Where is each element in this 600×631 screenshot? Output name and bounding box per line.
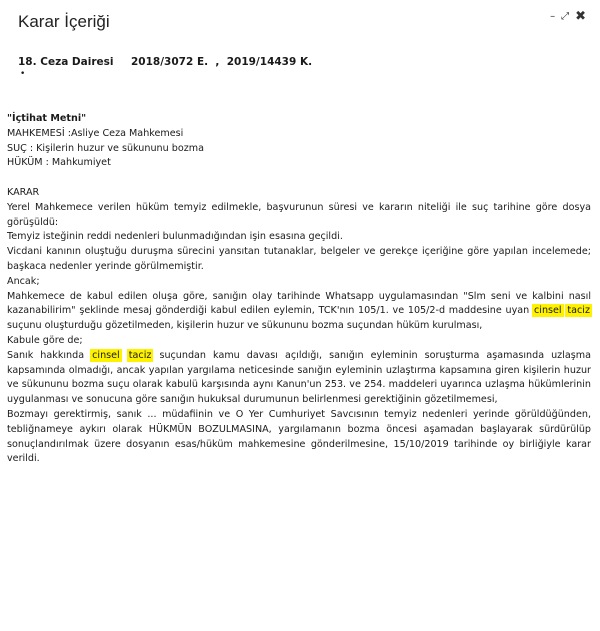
window-header [0,0,600,48]
decision-content [7,112,591,467]
paragraph-text: suçundan kamu davası açıldığı, sanığın eyleminin soruşturma aşamasında uzlaşma kapsamında olmadığı, ancak yapılan yargılama neticesinde sanığın eyleminin uzlaştırma kapsamına giren kişilerin huzur ve sükununu bozma suçu olarak kabulü karşısında aynı Kanun'un 253. ve 254. maddeleri uyarınca uzlaşma hükümlerinin uygulanması ve sonucuna göre sanığın hukuksal durumunun belirlenmesi gerektiğinin gözetilmemesi, [7,349,591,406]
restore-icon[interactable]: ⤢ [561,11,570,22]
document-heading: "İçtihat Metni" [7,113,87,124]
paragraph-with-highlight [7,349,591,408]
paragraph: Temyiz isteğinin reddi nedenleri bulunmadığından işin esasına geçildi. [7,231,343,243]
close-icon[interactable]: ✖ [575,9,586,24]
paragraph: Yerel Mahkemece verilen hüküm temyiz edilmekle, başvurunun süresi ve kararın niteliği ile suç tarihine göre dosya görüşüldü: [7,201,591,228]
case-number: 2018/3072 E. , 2019/14439 K. [131,56,313,68]
paragraph-with-highlight [7,290,591,334]
highlighted-term: cinsel [534,305,562,317]
highlighted-term: taciz [128,349,152,361]
highlighted-term: taciz [567,305,590,317]
paragraph-text: Mahkemece de kabul edilen oluşa göre, sanığın olay tarihinde Whatsapp uygulamasından "Slm seni ve kalbini nasıl kazanabilirim" şeklinde mesaj gönderdiği kabul edilen eylemin, TCK'nın 105/1. ve 105/2-d maddesine uyan [7,290,591,317]
window-controls [550,9,586,24]
paragraph: Ancak; [7,275,40,287]
highlighted-term: cinsel [92,349,120,361]
karar-label: KARAR [7,186,40,198]
offense-line: SUÇ : Kişilerin huzur ve sükununu bozma [7,142,204,154]
minimize-icon[interactable]: – [550,11,556,22]
window-title: Karar İçeriği [18,12,110,31]
court-line: MAHKEMESİ :Asliye Ceza Mahkemesi [7,127,184,139]
paragraph: Kabule göre de; [7,334,83,346]
paragraph-text: suçunu oluşturduğu gözetilmeden, kişilerin huzur ve sükununu bozma suçundan hüküm kurulması, [7,320,483,332]
paragraph: Vicdani kanının oluştuğu duruşma sürecini yansıtan tutanaklar, belgeler ve gerekçe içeriğine göre yapılan incelemede; başkaca nedenler yerinde görülmemiştir. [7,246,591,272]
paragraph: Bozmayı gerektirmiş, sanık ... müdafiinin ve O Yer Cumhuriyet Savcısının temyiz nedenleri yerinde görüldüğünden, tebliğnameye aykırı olarak HÜKMÜN BOZULMASINA, yargılamanın bozma öncesi aşamadan başlayarak sürdürülüp sonuçlandırılmak üzere dosyanın esas/hüküm mahkemesine gönderilmesine, 15/10/2019 tarihinde oy birliğiyle karar verildi. [7,408,591,465]
verdict-line: HÜKÜM : Mahkumiyet [7,157,111,169]
bullet-icon: • [20,69,26,79]
paragraph-text: Sanık hakkında [7,349,85,361]
chamber-name: 18. Ceza Dairesi [18,56,114,68]
